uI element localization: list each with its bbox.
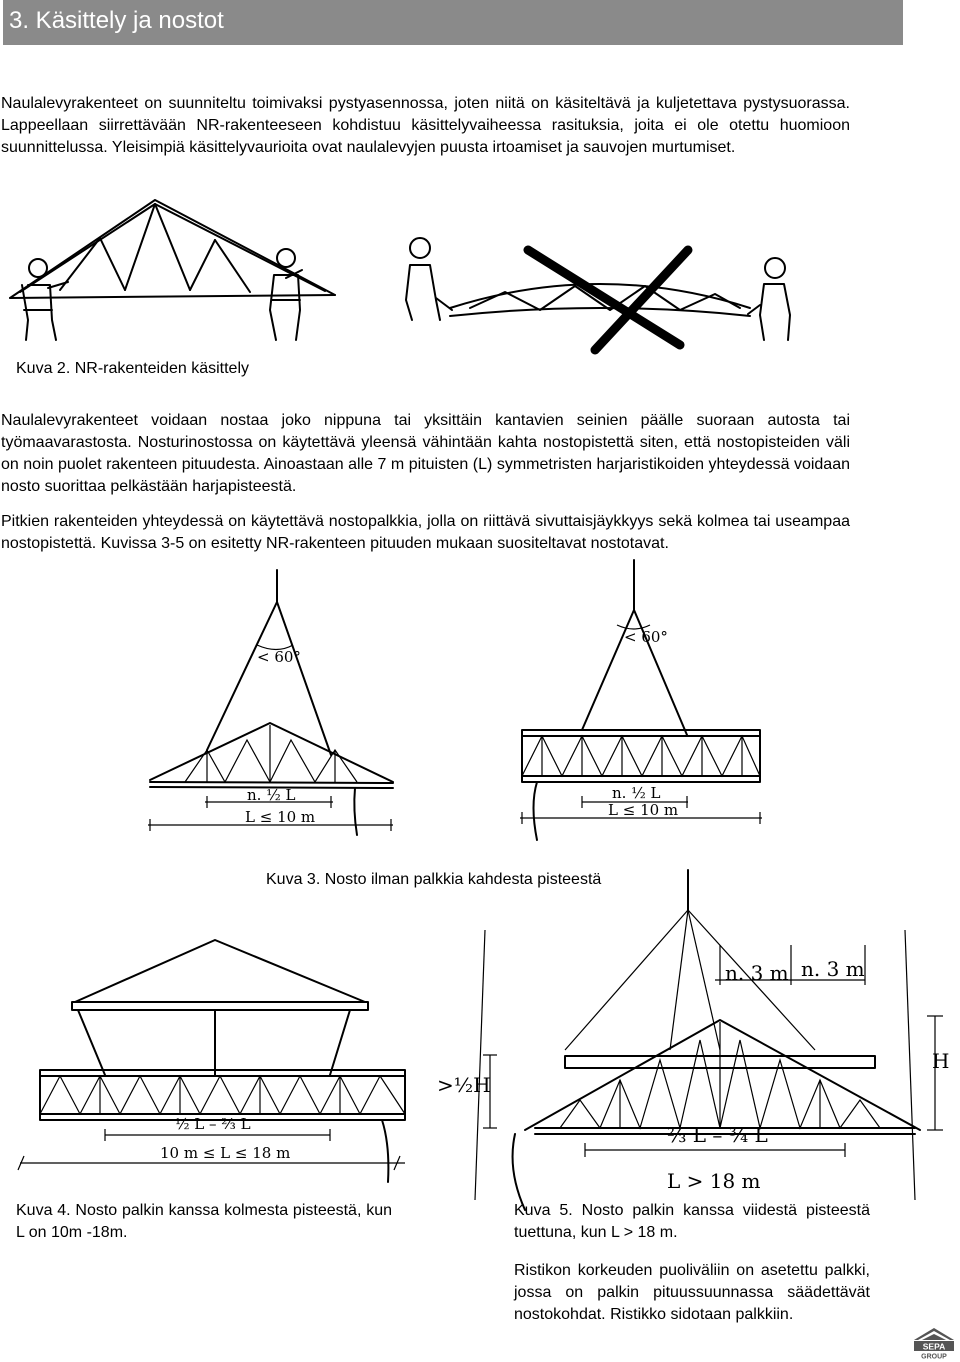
beam-note-paragraph: Ristikon korkeuden puoliväliin on asetettu palkki, jossa on palkin pituussuunnassa säädettävät nostokohdat. Ristikko sidotaan palkkiin. xyxy=(514,1262,870,1323)
length-label-right: L ≤ 10 m xyxy=(608,801,679,819)
spacing-label-right: n. ½ L xyxy=(612,784,661,802)
correct-carry-drawing xyxy=(10,200,335,340)
spacing-label: ⅔ L – ¾ L xyxy=(667,1123,768,1147)
length-label: 10 m ≤ L ≤ 18 m xyxy=(160,1144,291,1162)
lifting-paragraph: Naulalevyrakenteet voidaan nostaa joko nippuna tai yksittäin kantavien seinien päälle suoraan autosta tai työmaavarastosta. Nosturinostossa on käytettävä yleensä vähintään kahta nostopistettä siten, että nostopisteiden väli on noin puolet rakenteen pituudesta. Ainoastaan alle 7 m pituisten (L) symmetristen harjaristikoiden yhteydessä voidaan nosto suorittaa pelkästään harjapisteestä. xyxy=(1,412,850,495)
height-label: H xyxy=(932,1049,950,1073)
svg-text:SEPA: SEPA xyxy=(922,1341,946,1352)
figure4-caption: Kuva 4. Nosto palkin kanssa kolmesta pisteestä, kun L on 10m -18m. xyxy=(16,1202,392,1241)
beam-paragraph: Pitkien rakenteiden yhteydessä on käytettävä nostopalkkia, jolla on riittävä sivuttaisjäykkyys sekä kolmea tai useampaa nostopistettä. Kuvissa 3-5 on esitetty NR-rakenteen pituuden mukaan suositeltavat nostotavat. xyxy=(1,513,850,552)
angle-label-left: < 60° xyxy=(257,648,301,666)
figure3-left-drawing xyxy=(145,570,445,850)
spacing-label-left: n. ½ L xyxy=(247,786,296,804)
section-header xyxy=(3,0,903,45)
intro-paragraph: Naulalevyrakenteet on suunniteltu toimivaksi pystyasennossa, joten niitä on käsiteltävä ja kuljetettava pystysuorassa. Lappeellaan siirrettävään NR-rakenteeseen kohdistuu käsittelyvaiheessa rasituksia, joita ei ole otettu huomioon suunnittelussa. Yleisimpiä käsittelyvaurioita ovat naulalevyjen puusta irtoamiset ja sauvojen murtumiset. xyxy=(1,95,850,156)
section-title: 3. Käsittely ja nostot xyxy=(9,7,224,34)
dimension-label-2: n. 3 m xyxy=(801,957,865,981)
figure3-right-drawing xyxy=(512,560,772,850)
dimension-label-1: n. 3 m xyxy=(725,961,789,985)
angle-label-right: < 60° xyxy=(624,628,668,646)
figure2-illustration xyxy=(0,190,960,360)
sepa-group-logo xyxy=(912,1326,956,1360)
cross-mark-icon xyxy=(528,250,680,345)
figure2-caption: Kuva 2. NR-rakenteiden käsittely xyxy=(16,360,249,377)
length-label: L > 18 m xyxy=(667,1169,761,1193)
incorrect-carry-drawing xyxy=(406,238,790,350)
figure4-drawing xyxy=(10,920,410,1190)
figure5-drawing xyxy=(435,870,955,1220)
length-label-left: L ≤ 10 m xyxy=(245,808,316,826)
svg-text:GROUP: GROUP xyxy=(921,1353,947,1361)
figure5-caption: Kuva 5. Nosto palkin kanssa viidestä pisteestä tuettuna, kun L > 18 m. xyxy=(514,1202,870,1241)
half-height-label: >½H xyxy=(437,1073,491,1097)
spacing-label: ½ L – ⅔ L xyxy=(175,1115,251,1133)
figure3-caption: Kuva 3. Nosto ilman palkkia kahdesta pisteestä xyxy=(266,871,602,888)
